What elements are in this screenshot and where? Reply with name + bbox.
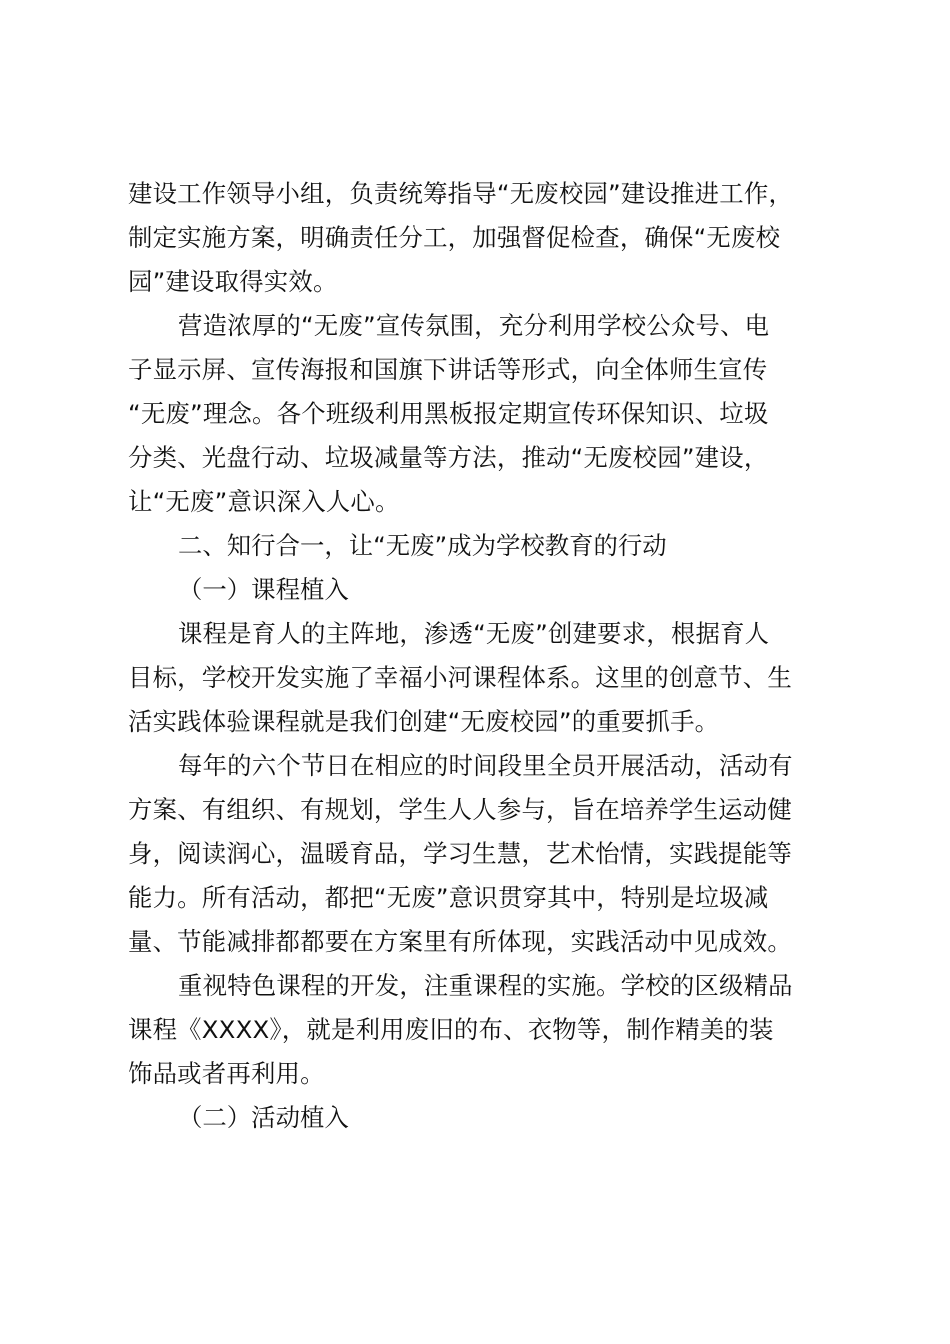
document-body <box>128 172 840 1140</box>
text-line: 方案、有组织、有规划，学生人人参与，旨在培养学生运动健 <box>128 795 792 824</box>
text-line: 营造浓厚的“无废”宣传氛围，充分利用学校公众号、电 <box>178 311 770 340</box>
text-line: 建设工作领导小组，负责统筹指导“无废校园”建设推进工作， <box>128 179 794 208</box>
text-line: 园”建设取得实效。 <box>128 267 338 296</box>
paragraph-publicity <box>128 304 840 524</box>
text-line: 制定实施方案，明确责任分工，加强督促检查，确保“无废校 <box>128 223 781 252</box>
subsection-heading-1: （一）课程植入 <box>178 575 349 604</box>
paragraph-featured-course <box>128 964 840 1096</box>
paragraph-curriculum <box>128 612 840 744</box>
text-line: 分类、光盘行动、垃圾减量等方法，推动“无废校园”建设， <box>128 443 769 472</box>
text-line: 量、节能减排都都要在方案里有所体现，实践活动中见成效。 <box>128 927 792 956</box>
text-line: 目标，学校开发实施了幸福小河课程体系。这里的创意节、生 <box>128 663 792 692</box>
text-line: 身，阅读润心，温暖育品，学习生慧，艺术怡情，实践提能等 <box>128 839 792 868</box>
text-line: 课程是育人的主阵地，渗透“无废”创建要求，根据育人 <box>178 619 770 648</box>
section-heading-2: 二、知行合一，让“无废”成为学校教育的行动 <box>178 531 667 560</box>
text-line: 重视特色课程的开发，注重课程的实施。学校的区级精品 <box>178 971 793 1000</box>
text-line: 活实践体验课程就是我们创建“无废校园”的重要抓手。 <box>128 707 720 736</box>
text-line: 饰品或者再利用。 <box>128 1059 325 1088</box>
text-line: 每年的六个节日在相应的时间段里全员开展活动，活动有 <box>178 751 793 780</box>
paragraph-continuation <box>128 172 840 304</box>
text-line: 子显示屏、宣传海报和国旗下讲话等形式，向全体师生宣传 <box>128 355 768 384</box>
paragraph-festivals <box>128 744 840 964</box>
text-line: 让“无废”意识深入人心。 <box>128 487 400 516</box>
subsection-heading-2: （二）活动植入 <box>178 1103 349 1132</box>
text-line: 能力。所有活动，都把“无废”意识贯穿其中，特别是垃圾减 <box>128 883 769 912</box>
text-line: 课程《XXXX》，就是利用废旧的布、衣物等，制作精美的装 <box>128 1015 774 1044</box>
text-line: “无废”理念。各个班级利用黑板报定期宣传环保知识、垃圾 <box>128 399 769 428</box>
